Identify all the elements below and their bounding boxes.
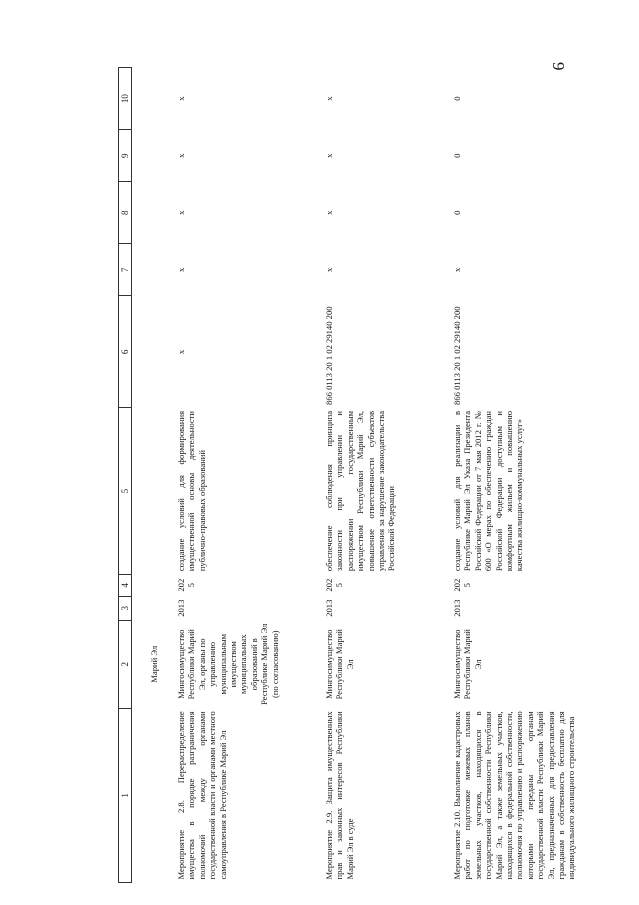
expected-result: создание условий для формирования имущественной основы деятельности публично-правовых образований [176,410,207,572]
column-number: 7 [119,244,132,296]
column-number: 5 [119,408,132,574]
value-col-8: 0 [452,210,462,215]
responsible-executor: Мингосимущество Республики Марий Эл [324,629,355,700]
expected-result: создание условий для реализации в Республике Марий Эл Указа Президента Российской Федерации от 7 мая 2012 г. № 600 «О мерах по обеспечению граждан Российской Федерации доступным и комфортным жильем и повышению качества жилищно-коммунальных услуг» [452,410,525,572]
rotated-table-container [118,67,639,883]
start-year: 2013 [176,599,186,617]
measure-name: Мероприятие 2.9. Защита имущественных прав и законных интересов Республики Марий Эл в суде [324,711,355,880]
value-col-9: x [176,153,186,158]
value-col-10: 0 [452,96,462,101]
measure-name: Мероприятие 2.8. Перераспределение имущества в порядке разграничения полномочий между органами государственной власти и органами местного самоуправления в Республике Марий Эл [176,711,228,880]
value-col-10: x [176,96,186,101]
responsible-executor: Мингосимущество Республики Марий Эл [452,629,483,700]
end-year: 2025 [324,578,345,592]
column-number: 4 [119,574,132,596]
continuation-responsible: Марий Эл [148,645,159,683]
value-col-7: x [176,267,186,272]
column-number: 6 [119,296,132,408]
column-number: 8 [119,182,132,244]
table-row [322,68,450,883]
column-number: 2 [119,620,132,708]
measure-name: Мероприятие 2.10. Выполнение кадастровых работ по подготовке межевых планов земельных участков, находящихся в государственной собственности Республики Марий Эл, а также земельных участков, находящихся в федеральной собственности, полномочия по управлению и распоряжению которыми переданы органам государственной власти Республики Марий Эл, предназначенных для предоставления гражданам в собственность бесплатно для индивидуального жилищного строительства [452,711,577,880]
table-row [174,68,322,883]
value-col-7: x [324,267,334,272]
start-year: 2013 [452,599,462,617]
expected-result: обеспечение соблюдения принципа законности при управлении и распоряжении государственным имуществом Республики Марий Эл, повышение ответственности субъектов управления за нарушение законодательства Российской Федерации [324,410,397,572]
value-col-8: x [176,210,186,215]
value-col-8: x [324,210,334,215]
column-number: 1 [119,708,132,882]
program-measures-table [118,67,639,883]
column-number: 9 [119,130,132,182]
start-year: 2013 [324,599,334,617]
value-col-9: x [324,153,334,158]
continuation-row [132,68,175,883]
column-number-row [119,68,132,883]
budget-code: 866 0113 20 1 02 29140 200 [452,306,462,405]
page-number: 9 [549,62,568,71]
column-number: 10 [119,68,132,130]
column-number: 3 [119,596,132,620]
value-col-7: x [452,267,462,272]
budget-code: x [176,349,186,355]
value-col-10: x [324,96,334,101]
budget-code: 866 0113 20 1 02 29140 200 [324,306,334,405]
end-year: 2025 [176,578,197,592]
table-row [450,68,639,883]
value-col-9: 0 [452,153,462,158]
responsible-executor: Мингосимущество Республики Марий Эл, органы по управлению муниципальным имуществом муниципальных образований в Республике Марий Эл (по согласованию) [176,623,280,705]
end-year: 2025 [452,578,473,592]
